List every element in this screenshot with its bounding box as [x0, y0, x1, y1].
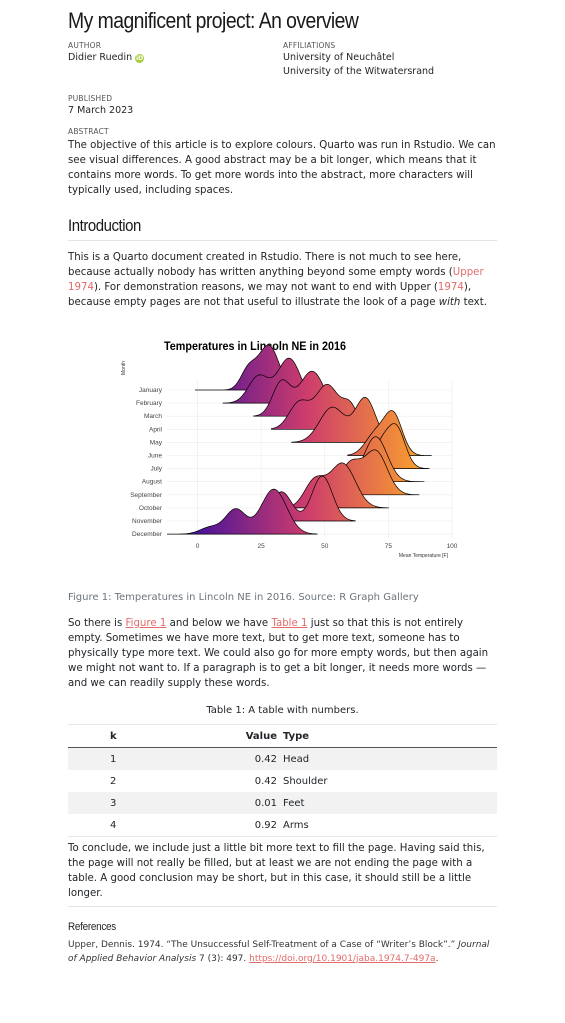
- cell-k: 2: [110, 775, 117, 787]
- references-divider: [68, 906, 497, 907]
- introduction-heading: Introduction: [68, 216, 141, 235]
- cell-value: 0.42: [254, 775, 277, 787]
- y-tick-label: March: [143, 413, 162, 421]
- cell-k: 1: [68, 748, 158, 771]
- y-tick-label: December: [132, 531, 162, 539]
- cell-type: Head: [278, 748, 497, 771]
- header-type: Type: [278, 725, 497, 748]
- y-tick-label: October: [138, 504, 162, 512]
- x-tick-label: 25: [257, 543, 265, 550]
- affiliation-2: University of the Witwatersrand: [283, 66, 435, 77]
- y-tick-label: July: [150, 465, 162, 473]
- x-axis-label: Mean Temperature [F]: [398, 553, 448, 559]
- doi-link[interactable]: https://doi.org/10.1901/jaba.1974.7-497a: [249, 953, 436, 964]
- citation-link-1974[interactable]: 1974: [437, 282, 464, 293]
- affiliation-1: University of Neuchâtel: [283, 52, 395, 63]
- published-date: 7 March 2023: [68, 105, 134, 116]
- table-row: [68, 770, 497, 792]
- paper-title: My magnificent project: An overview: [68, 8, 359, 33]
- header-k: k: [68, 725, 158, 748]
- table-caption: Table 1: A table with numbers.: [206, 705, 359, 716]
- orcid-icon[interactable]: iD: [136, 55, 144, 62]
- cell-value: 0.92: [158, 814, 278, 837]
- table-row: [68, 792, 497, 814]
- y-tick-label: November: [132, 518, 162, 525]
- cell-k: 4: [68, 814, 158, 837]
- references-heading: References: [68, 921, 116, 933]
- y-tick-label: September: [130, 491, 162, 499]
- y-tick-label: June: [147, 452, 162, 460]
- table-header-row: [68, 725, 497, 748]
- y-tick-label: May: [149, 439, 162, 447]
- y-tick-label: January: [138, 387, 162, 394]
- author-label: AUTHOR: [68, 41, 102, 50]
- cell-k: 3: [68, 792, 158, 814]
- author-link[interactable]: Didier Ruedin: [68, 52, 133, 63]
- chart-title: Temperatures in Lincoln NE in 2016: [164, 339, 347, 353]
- y-tick-label: February: [135, 400, 162, 408]
- intro-paragraph: This is a Quarto document created in Rstudio. There is not much to see here, because actually nobody has written anything beyond some empty words (Upper 1974). For demonstration reasons, we may not want to end with Upper (1974), because empty pages are not that useful to illustrate the look of a page with text.: [68, 252, 487, 308]
- published-label: PUBLISHED: [68, 94, 113, 103]
- section-divider: [68, 240, 497, 241]
- x-tick-label: 0: [195, 543, 200, 550]
- header-value: Value: [158, 725, 278, 748]
- x-tick-label: 75: [384, 543, 393, 550]
- x-tick-label: 50: [321, 543, 329, 550]
- x-tick-label: 100: [446, 543, 458, 550]
- body-paragraph: So there is Figure 1 and below we have Table 1 just so that this is not entirely empty. Sometimes we have more text, but to get more text, someone has to physically type more text. We could also go for more empty words, but then again we might not want to. If a paragraph is to get a bit longer, it needs more words — and we can readily supply these words.: [68, 618, 489, 689]
- cell-value: 0.42: [158, 748, 278, 771]
- abstract-label: ABSTRACT: [68, 127, 109, 136]
- affiliations-label: AFFILIATIONS: [283, 41, 336, 50]
- ridgeline-chart: [112, 330, 458, 565]
- abstract-text: The objective of this article is to explore colours. Quarto was run in Rstudio. We can see visual differences. A good abstract may be a bit longer, which means that it contains more words. To get more words into the abstract, more characters will typically used, including spaces.: [68, 140, 496, 196]
- table-row: [68, 814, 497, 837]
- y-tick-label: August: [141, 478, 162, 486]
- cell-value: 0.01: [158, 792, 278, 814]
- table-1-link[interactable]: Table 1: [271, 618, 308, 629]
- y-axis-label: Month: [121, 361, 127, 375]
- figure-1-link[interactable]: Figure 1: [125, 618, 167, 629]
- data-table: [68, 724, 497, 837]
- cell-type: Arms: [278, 814, 497, 837]
- cell-type: Feet: [278, 792, 497, 814]
- table-row: [68, 748, 497, 771]
- citation-link-upper-1974[interactable]: Upper 1974: [68, 267, 484, 293]
- author-name: [68, 52, 144, 63]
- y-tick-label: April: [148, 426, 162, 434]
- figure-caption: Figure 1: Temperatures in Lincoln NE in 2016. Source: R Graph Gallery: [68, 592, 419, 603]
- reference-entry: Upper, Dennis. 1974. “The Unsuccessful Self-Treatment of a Case of “Writer’s Block”.” Journal of Applied Behavior Analysis 7 (3): 497. https://doi.org/10.1901/jaba.1974.7-497a.: [68, 940, 490, 964]
- conclusion-paragraph: To conclude, we include just a little bit more text to fill the page. Having said this, the page will not really be filled, but at least we are not ending the page with a table. A good conclusion may be short, but in this case, it should still be a little longer.: [68, 843, 485, 899]
- cell-type: Shoulder: [283, 775, 328, 787]
